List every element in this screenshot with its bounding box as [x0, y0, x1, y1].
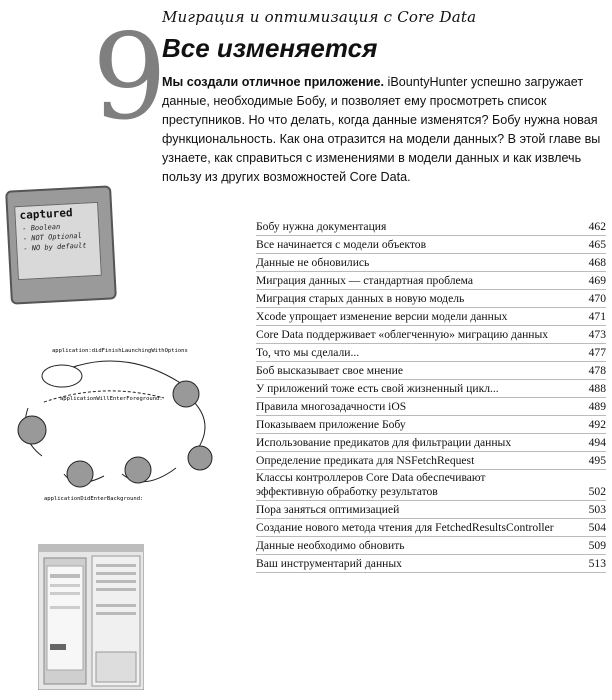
- toc-page: 465: [588, 238, 606, 251]
- toc-title: Миграция данных — стандартная проблема: [256, 274, 474, 287]
- toc-entry[interactable]: [256, 308, 606, 326]
- note-line: - NOT Optional: [22, 231, 82, 243]
- top-label: application:didFinishLaunchingWithOptions: [52, 348, 188, 354]
- toc-title: У приложений тоже есть свой жизненный цикл...: [256, 382, 499, 395]
- node-not-running: [42, 365, 82, 387]
- toc-title: Пора заняться оптимизацией: [256, 503, 400, 516]
- note-card: [14, 202, 102, 280]
- toc-entry[interactable]: [256, 470, 606, 501]
- app-lifecycle-diagram: [4, 342, 234, 502]
- node-inactive: [188, 446, 212, 470]
- toc-title: Бобу нужна документация: [256, 220, 387, 233]
- toc-title: Определение предиката для NSFetchRequest: [256, 454, 475, 467]
- toc-title: То, что мы сделали...: [256, 346, 360, 359]
- toc-entry[interactable]: [256, 290, 606, 308]
- toc-entry[interactable]: [256, 254, 606, 272]
- toc-title: Данные не обновились: [256, 256, 370, 269]
- toc-page: 488: [588, 382, 606, 395]
- toc-page: 477: [588, 346, 606, 359]
- thumb-switch: [50, 644, 66, 650]
- toc-page: 489: [588, 400, 606, 413]
- node-background: [125, 457, 151, 483]
- toc-page: 462: [588, 220, 606, 233]
- toc-page: 503: [588, 503, 606, 516]
- toc-title: Данные необходимо обновить: [256, 539, 405, 552]
- toc-page: 492: [588, 418, 606, 431]
- thumb-line: [96, 564, 136, 567]
- thumb-library: [96, 652, 136, 682]
- toc-title: Все начинается с модели объектов: [256, 238, 427, 251]
- intro-lead: Мы создали отличное приложение.: [162, 75, 385, 89]
- toc-entry[interactable]: [256, 537, 606, 555]
- chapter-title: Все изменяется: [162, 33, 378, 63]
- toc-entry[interactable]: [256, 519, 606, 537]
- toc-entry[interactable]: [256, 555, 606, 573]
- chapter-number: 9: [92, 8, 168, 146]
- mid-label: applicationWillEnterForeground:: [60, 396, 163, 402]
- thumb-line: [96, 572, 136, 575]
- chapter-subtitle: Миграция и оптимизация с Core Data: [162, 8, 477, 26]
- toc-page: 473: [588, 328, 606, 341]
- toc-page: 509: [588, 539, 606, 552]
- bottom-label: applicationDidEnterBackground:: [44, 496, 144, 502]
- toc-page: 478: [588, 364, 606, 377]
- note-line: - Boolean: [22, 222, 61, 233]
- toc-title: Использование предикатов для фильтрации данных: [256, 436, 512, 449]
- thumb-line: [50, 592, 80, 595]
- thumb-titlebar: [38, 544, 144, 552]
- toc-entry[interactable]: [256, 452, 606, 470]
- thumb-line: [96, 604, 136, 607]
- thumbnail-svg: [38, 544, 144, 690]
- toc-entry[interactable]: [256, 218, 606, 236]
- thumb-phone-screen: [47, 566, 83, 670]
- xcode-screenshot-thumbnail: [38, 544, 144, 690]
- toc-entry[interactable]: [256, 398, 606, 416]
- thumb-line: [96, 588, 136, 591]
- node-launching: [18, 416, 46, 444]
- toc-page: 468: [588, 256, 606, 269]
- toc-entry[interactable]: [256, 344, 606, 362]
- toc-title: Правила многозадачности iOS: [256, 400, 407, 413]
- toc-title: Ваш инструментарий данных: [256, 557, 402, 570]
- toc-page: 495: [588, 454, 606, 467]
- toc-title: Core Data поддерживает «облегченную» миграцию данных: [256, 328, 549, 341]
- toc-title: Боб высказывает свое мнение: [256, 364, 403, 377]
- node-suspended: [67, 461, 93, 487]
- thumb-line: [50, 574, 80, 578]
- toc-entry[interactable]: [256, 501, 606, 519]
- toc-title: Классы контроллеров Core Data обеспечивают эффективную обработку результатов: [256, 471, 486, 498]
- toc-page: 494: [588, 436, 606, 449]
- chapter-toc: [256, 218, 606, 573]
- toc-title: Показываем приложение Бобу: [256, 418, 406, 431]
- toc-entry[interactable]: [256, 272, 606, 290]
- thumb-line: [50, 584, 80, 587]
- note-line: - NO by default: [23, 241, 87, 253]
- node-active: [173, 381, 199, 407]
- note-title: captured: [19, 206, 73, 222]
- thumb-line: [96, 580, 136, 583]
- thumb-line: [50, 606, 80, 609]
- toc-entry[interactable]: [256, 362, 606, 380]
- chapter-intro: [162, 73, 602, 187]
- toc-page: 469: [588, 274, 606, 287]
- toc-page: 470: [588, 292, 606, 305]
- toc-page: 471: [588, 310, 606, 323]
- lifecycle-svg: [4, 342, 234, 502]
- intro-body: iBountyHunter успешно загружает данные, необходимые Бобу, и позволяет ему просмотреть список преступников. Но что делать, когда данные изменятся? Бобу нужна новая функциональность. Как она отразится на модели данных? В этой главе вы узнаете, как справиться с изменениями в модели данных и как извлечь пользу из других возможностей Core Data.: [162, 75, 601, 184]
- thumb-line: [96, 612, 136, 615]
- captured-note-illustration: [4, 182, 116, 310]
- toc-title: Xcode упрощает изменение версии модели данных: [256, 310, 508, 323]
- toc-entry[interactable]: [256, 236, 606, 254]
- toc-title: Создание нового метода чтения для FetchedResultsController: [256, 521, 554, 534]
- toc-entry[interactable]: [256, 434, 606, 452]
- toc-entry[interactable]: [256, 416, 606, 434]
- toc-entry[interactable]: [256, 380, 606, 398]
- toc-page: 513: [588, 557, 606, 570]
- toc-title: Миграция старых данных в новую модель: [256, 292, 465, 305]
- toc-page: 504: [588, 521, 606, 534]
- toc-page: 502: [588, 485, 606, 498]
- toc-entry[interactable]: [256, 326, 606, 344]
